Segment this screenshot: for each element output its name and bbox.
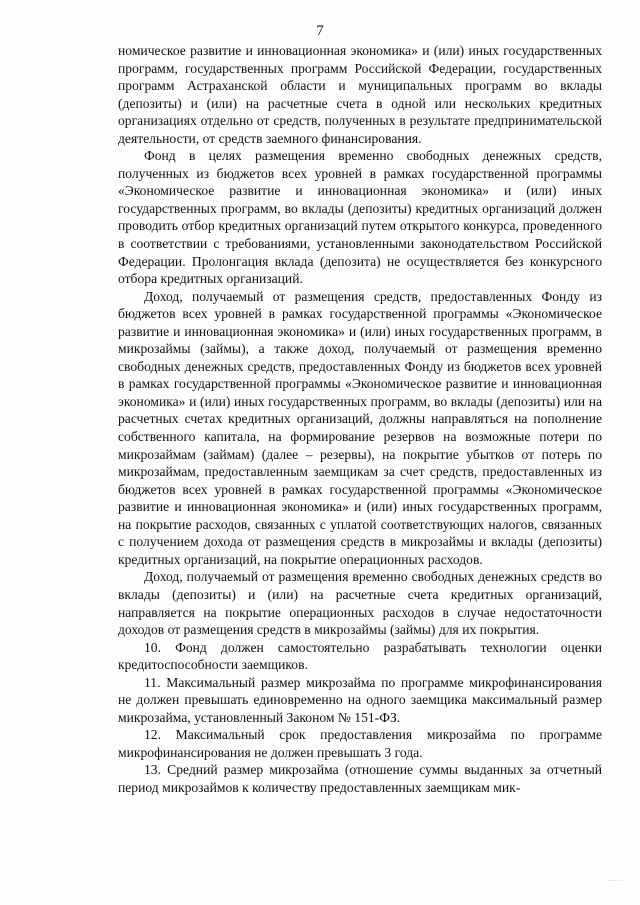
paragraph-continuation: номическое развитие и инновационная экономика» и (или) иных государственных программ, государственных программ Российской Федерации, государственных программ Астраханской области и муниципальных программ во вклады (депозиты) и (или) на расчетные счета в одной или нескольких кредитных организациях отдельно от средств, полученных в результате предпринимательской деятельности, от средств заемного финансирования. [118,43,602,146]
document-body [118,42,602,797]
paragraph-deposit-selection: Фонд в целях размещения временно свободных денежных средств, полученных из бюджетов всех уровней в рамках государственной программы «Экономическое развитие и инновационная экономика» и (или) иных государственных программ, во вклады (депозиты) кредитных организаций должен проводить отбор кредитных организаций путем открытого конкурса, проведенного в соответствии с требованиями, установленными законодательством Российской Федерации. Пролонгация вклада (депозита) не осуществляется без конкурсного отбора кредитных организаций. [118,148,602,287]
page-number: 7 [316,23,324,39]
scan-artifact [608,880,626,891]
paragraph-item-12: 12. Максимальный срок предоставления микрозайма по программе микрофинансирования не должен превышать 3 года. [118,727,602,760]
paragraph-item-13: 13. Средний размер микрозайма (отношение суммы выданных за отчетный период микрозаймов к количеству предоставленных заемщикам мик- [118,762,602,795]
paragraph-income-use: Доход, получаемый от размещения средств, предоставленных Фонду из бюджетов всех уровней в рамках государственной программы «Экономическое развитие и инновационная экономика» и (или) иных государственных программ, в микрозаймы (займы), а также доход, получаемый от размещения временно свободных денежных средств, предоставленных Фонду из бюджетов всех уровней в рамках государственной программы «Экономическое развитие и инновационная экономика» и (или) иных государственных программ, во вклады (депозиты) или на расчетных счетах кредитных организаций, должны направляться на пополнение собственного капитала, на формирование резервов на возможные потери по микрозаймам (займам) (далее – резервы), на покрытие убытков от потерь по микрозаймам, предоставленным заемщикам за счет средств, предоставленных из бюджетов всех уровней в рамках государственной программы «Экономическое развитие и инновационная экономика» и (или) иных государственных программ, на покрытие расходов, связанных с уплатой соответствующих налогов, связанных с получением дохода от размещения средств в микрозаймы и вклады (депозиты) кредитных организаций, на покрытие операционных расходов. [118,288,602,567]
paragraph-deposit-income: Доход, получаемый от размещения временно свободных денежных средств во вклады (депозиты) и (или) на расчетные счета кредитных организаций, направляется на покрытие операционных расходов в случае недостаточности доходов от размещения средств в микрозаймы (займы) для их покрытия. [118,569,602,638]
paragraph-item-10: 10. Фонд должен самостоятельно разрабатывать технологии оценки кредитоспособности заемщиков. [118,639,602,673]
paragraph-item-11: 11. Максимальный размер микрозайма по программе микрофинансирования не должен превышать единовременно на одного заемщика максимальный размер микрозайма, установленный Законом № 151-ФЗ. [118,674,602,725]
